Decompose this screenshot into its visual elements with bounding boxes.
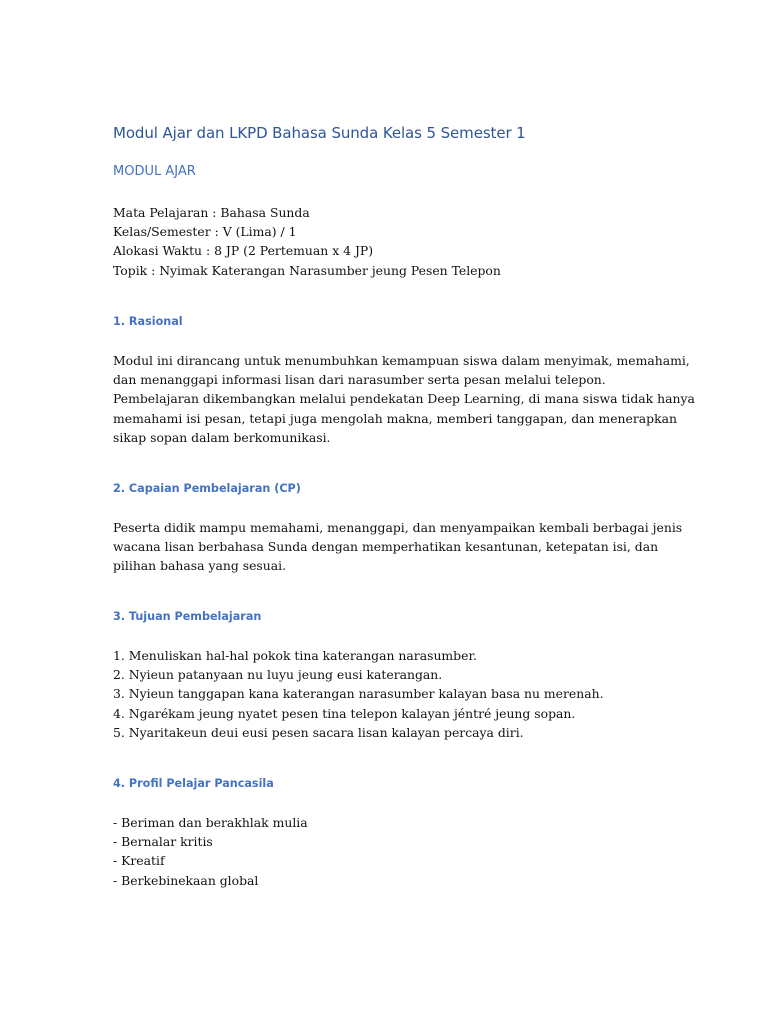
list-item: 4. Ngarékam jeung nyatet pesen tina telepon kalayan jéntré jeung sopan. xyxy=(113,705,576,721)
section-body-profil xyxy=(113,813,673,890)
section-heading-rasional: 1. Rasional xyxy=(113,315,183,328)
section-heading-tujuan: 3. Tujuan Pembelajaran xyxy=(113,610,262,623)
module-info xyxy=(113,203,501,280)
paragraph-line: Modul ini dirancang untuk menumbuhkan kemampuan siswa dalam menyimak, memahami, xyxy=(113,353,690,368)
list-item: - Kreatif xyxy=(113,853,165,869)
section-heading-capaian: 2. Capaian Pembelajaran (CP) xyxy=(113,482,301,495)
paragraph-line: wacana lisan berbahasa Sunda dengan memperhatikan kesantunan, ketepatan isi, dan xyxy=(113,539,659,555)
paragraph-line: memahami isi pesan, tetapi juga mengolah makna, memberi tanggapan, dan menerapkan xyxy=(113,410,677,426)
paragraph-line: dan menanggapi informasi lisan dari narasumber serta pesan melalui telepon. xyxy=(113,372,606,388)
info-topic: Topik : Nyimak Katerangan Narasumber jeung Pesen Telepon xyxy=(113,262,501,278)
document-title: Modul Ajar dan LKPD Bahasa Sunda Kelas 5 Semester 1 xyxy=(113,124,526,142)
list-item: 3. Nyieun tanggapan kana katerangan narasumber kalayan basa nu merenah. xyxy=(113,686,604,702)
info-class-semester: Kelas/Semester : V (Lima) / 1 xyxy=(113,224,297,240)
list-item: 5. Nyaritakeun deui eusi pesen sacara lisan kalayan percaya diri. xyxy=(113,724,524,740)
list-item: - Berkebinekaan global xyxy=(113,872,259,888)
paragraph-line: Pembelajaran dikembangkan melalui pendekatan Deep Learning, di mana siswa tidak hanya xyxy=(113,391,695,407)
document-subtitle: MODUL AJAR xyxy=(113,164,196,179)
paragraph-line: pilihan bahasa yang sesuai. xyxy=(113,558,287,574)
info-subject: Mata Pelajaran : Bahasa Sunda xyxy=(113,205,310,220)
section-body-rasional xyxy=(113,351,695,447)
list-item: 2. Nyieun patanyaan nu luyu jeung eusi katerangan. xyxy=(113,667,443,683)
paragraph-line: sikap sopan dalam berkomunikasi. xyxy=(113,429,331,445)
info-time-allocation: Alokasi Waktu : 8 JP (2 Pertemuan x 4 JP) xyxy=(113,243,374,259)
list-item: - Bernalar kritis xyxy=(113,834,213,850)
section-body-tujuan xyxy=(113,646,673,742)
section-body-capaian xyxy=(113,518,683,576)
list-item: - Beriman dan berakhlak mulia xyxy=(113,815,308,830)
section-heading-profil: 4. Profil Pelajar Pancasila xyxy=(113,777,274,790)
paragraph-line: Peserta didik mampu memahami, menanggapi, dan menyampaikan kembali berbagai jenis xyxy=(113,520,683,535)
list-item: 1. Menuliskan hal-hal pokok tina katerangan narasumber. xyxy=(113,648,477,663)
